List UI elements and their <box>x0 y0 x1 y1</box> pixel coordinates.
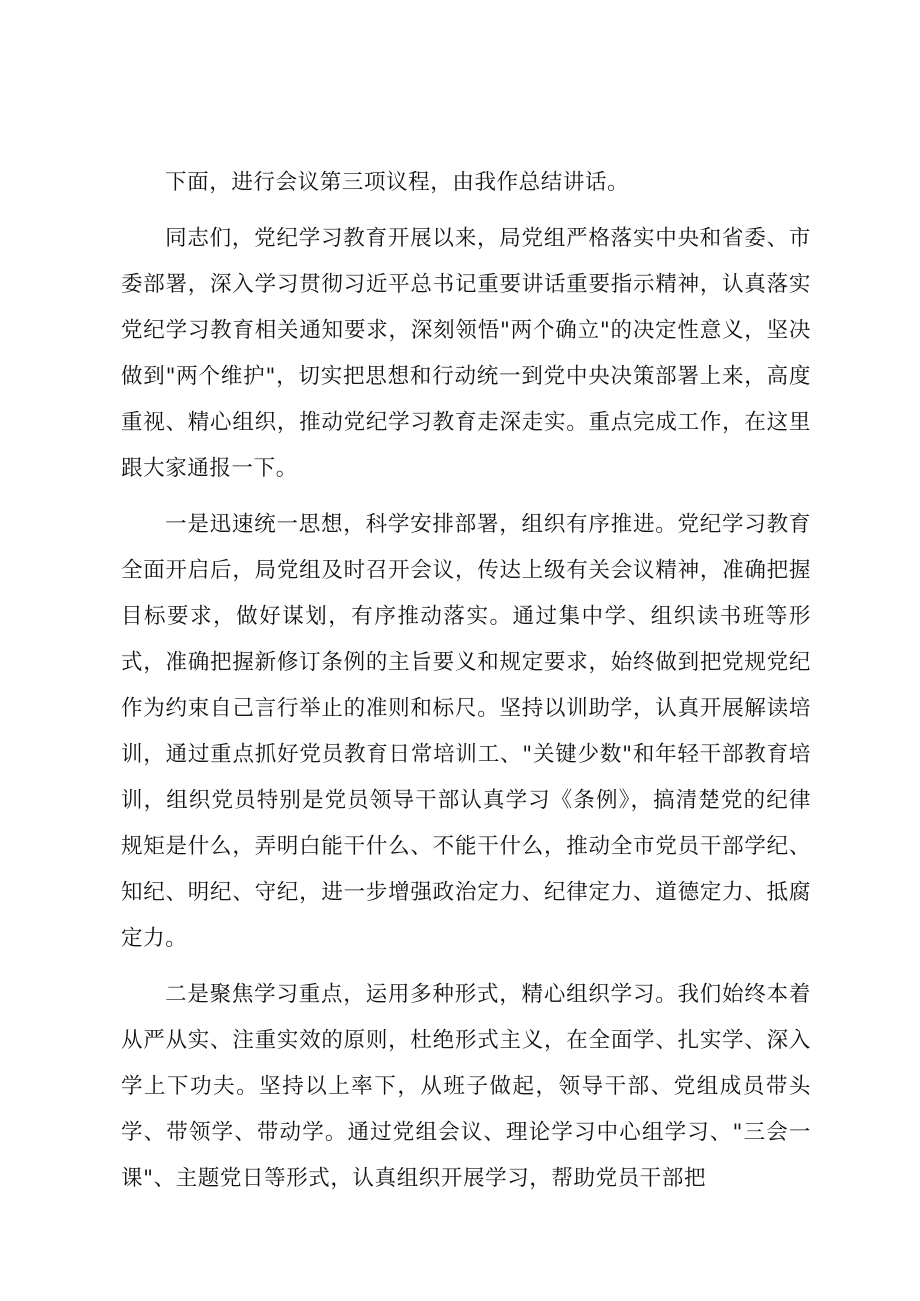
paragraph-opening: 下面，进行会议第三项议程，由我作总结讲话。 <box>165 170 630 195</box>
document-body <box>121 160 811 1212</box>
paragraph-point-one: 一是迅速统一思想，科学安排部署，组织有序推进。党纪学习教育全面开启后，局党组及时召开会议，传达上级有关会议精神，准确把握目标要求，做好谋划，有序推动落实。通过集中学、组织读书班等形式，准确把握新修订条例的主旨要义和规定要求，始终做到把党规党纪作为约束自己言行举止的准则和标尺。坚持以训助学，认真开展解读培训，通过重点抓好党员教育日常培训工、"关键少数"和年轻干部教育培训，组织党员特别是党员领导干部认真学习《条例》，搞清楚党的纪律规矩是什么，弄明白能干什么、不能干什么，推动全市党员干部学纪、知纪、明纪、守纪，进一步增强政治定力、纪律定力、道德定力、抵腐定力。 <box>121 512 811 951</box>
paragraph-overview: 同志们，党纪学习教育开展以来，局党组严格落实中央和省委、市委部署，深入学习贯彻习近平总书记重要讲话重要指示精神，认真落实党纪学习教育相关通知要求，深刻领悟"两个确立"的决定性意义，坚决做到"两个维护"，切实把思想和行动统一到党中央决策部署上来，高度重视、精心组织，推动党纪学习教育走深走实。重点完成工作，在这里跟大家通报一下。 <box>121 226 811 481</box>
paragraph-point-two: 二是聚焦学习重点，运用多种形式，精心组织学习。我们始终本着从严从实、注重实效的原则，杜绝形式主义，在全面学、扎实学、深入学上下功夫。坚持以上率下，从班子做起，领导干部、党组成员带头学、带领学、带动学。通过党组会议、理论学习中心组学习、"三会一课"、主题党日等形式，认真组织开展学习，帮助党员干部把 <box>121 982 811 1191</box>
